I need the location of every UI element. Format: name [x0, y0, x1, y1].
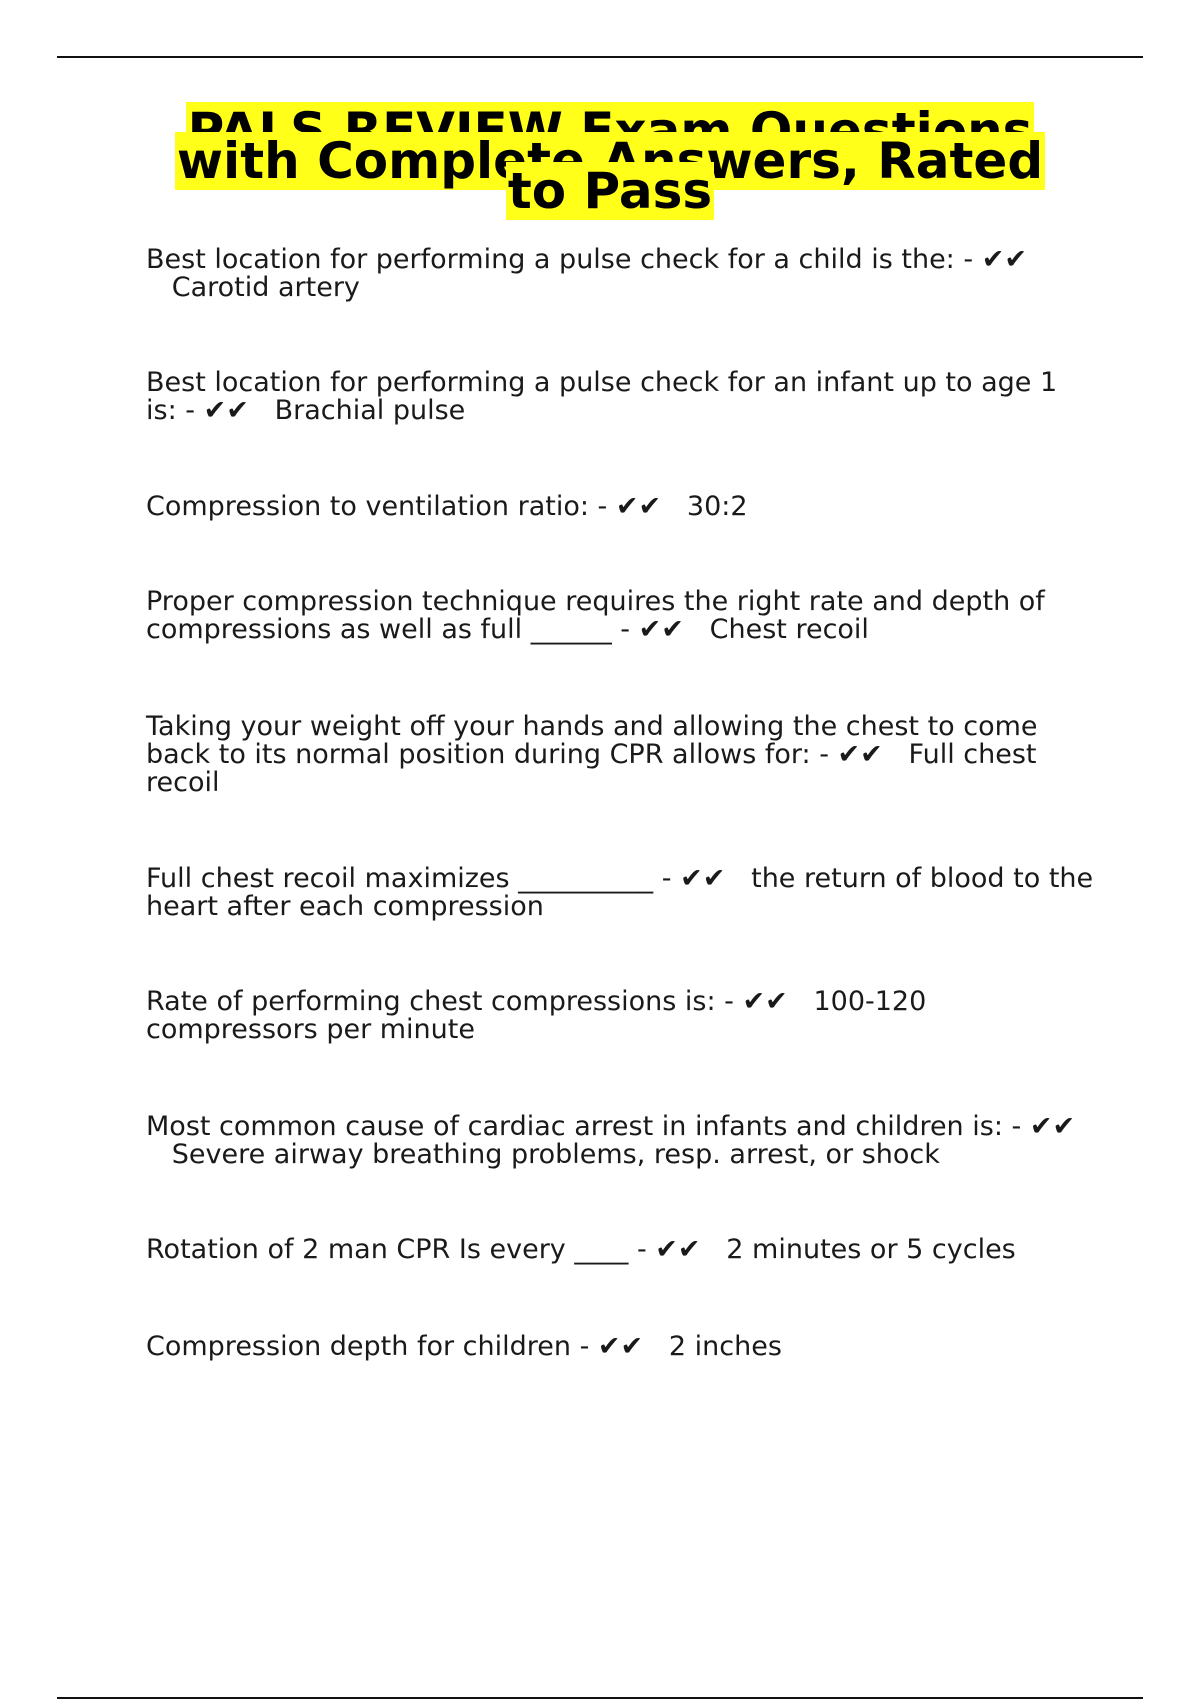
answer-text: 2 inches	[668, 1331, 782, 1362]
qa-item: Best location for performing a pulse check for a child is the: - ✔✔ Carotid artery	[146, 244, 1027, 303]
check-mark-icon: ✔✔	[597, 1331, 644, 1362]
qa-item: Taking your weight off your hands and allowing the chest to come back to its normal position during CPR allows for: - ✔✔ Full chest recoil	[146, 711, 1038, 798]
question-text: Proper compression technique requires the right rate and depth of compressions as well as full ______	[146, 586, 1045, 645]
question-text: Best location for performing a pulse check for a child is the:	[146, 244, 955, 275]
question-text: Rate of performing chest compressions is:	[146, 986, 716, 1017]
document-title	[140, 102, 1080, 220]
question-text: Best location for performing a pulse check for an infant up to age 1 is:	[146, 367, 1058, 426]
answer-text: Carotid artery	[171, 272, 360, 303]
top-rule	[57, 56, 1143, 58]
check-mark-icon: ✔✔	[981, 244, 1027, 275]
check-mark-icon: ✔✔	[638, 614, 684, 645]
title-highlight: PALS REVIEW Exam Questions with Complete Answers, Rated to Pass	[176, 102, 1044, 220]
answer-text: Severe airway breathing problems, resp. arrest, or shock	[171, 1139, 940, 1170]
question-text: Most common cause of cardiac arrest in infants and children is:	[146, 1111, 1003, 1142]
qa-item: Compression to ventilation ratio: - ✔✔ 30:2	[146, 491, 748, 522]
qa-item: Best location for performing a pulse check for an infant up to age 1 is: - ✔✔ Brachial pulse	[146, 367, 1058, 426]
answer-text: 30:2	[686, 491, 748, 522]
qa-item: Most common cause of cardiac arrest in infants and children is: - ✔✔ Severe airway breathing problems, resp. arrest, or shock	[146, 1111, 1076, 1170]
check-mark-icon: ✔✔	[655, 1234, 701, 1265]
check-mark-icon: ✔✔	[680, 863, 726, 894]
qa-item: Full chest recoil maximizes __________ - ✔✔ the return of blood to the heart after each compression	[146, 863, 1094, 922]
question-text: Taking your weight off your hands and allowing the chest to come back to its normal position during CPR allows for:	[146, 711, 1038, 770]
check-mark-icon: ✔✔	[203, 395, 249, 426]
question-text: Compression to ventilation ratio:	[146, 491, 589, 522]
check-mark-icon: ✔✔	[1029, 1111, 1076, 1142]
question-text: Full chest recoil maximizes __________	[146, 863, 654, 894]
answer-text: 2 minutes or 5 cycles	[726, 1234, 1016, 1265]
qa-item: Proper compression technique requires the right rate and depth of compressions as well as full ______ - ✔✔ Chest recoil	[146, 586, 1045, 645]
check-mark-icon: ✔✔	[837, 739, 883, 770]
answer-text: Brachial pulse	[274, 395, 466, 426]
answer-text: 100-120 compressors per minute	[146, 986, 927, 1045]
answer-text: the return of blood to the heart after each compression	[146, 863, 1094, 922]
qa-item: Rotation of 2 man CPR Is every ____ - ✔✔ 2 minutes or 5 cycles	[146, 1234, 1016, 1265]
bottom-rule	[57, 1697, 1143, 1699]
answer-text: Chest recoil	[709, 614, 869, 645]
check-mark-icon: ✔✔	[615, 491, 662, 522]
check-mark-icon: ✔✔	[742, 986, 788, 1017]
answer-text: Full chest recoil	[146, 739, 1037, 798]
question-text: Rotation of 2 man CPR Is every ____	[146, 1234, 629, 1265]
qa-item: Rate of performing chest compressions is: - ✔✔ 100-120 compressors per minute	[146, 986, 927, 1045]
qa-item: Compression depth for children - ✔✔ 2 inches	[146, 1331, 782, 1362]
question-text: Compression depth for children	[146, 1331, 571, 1362]
